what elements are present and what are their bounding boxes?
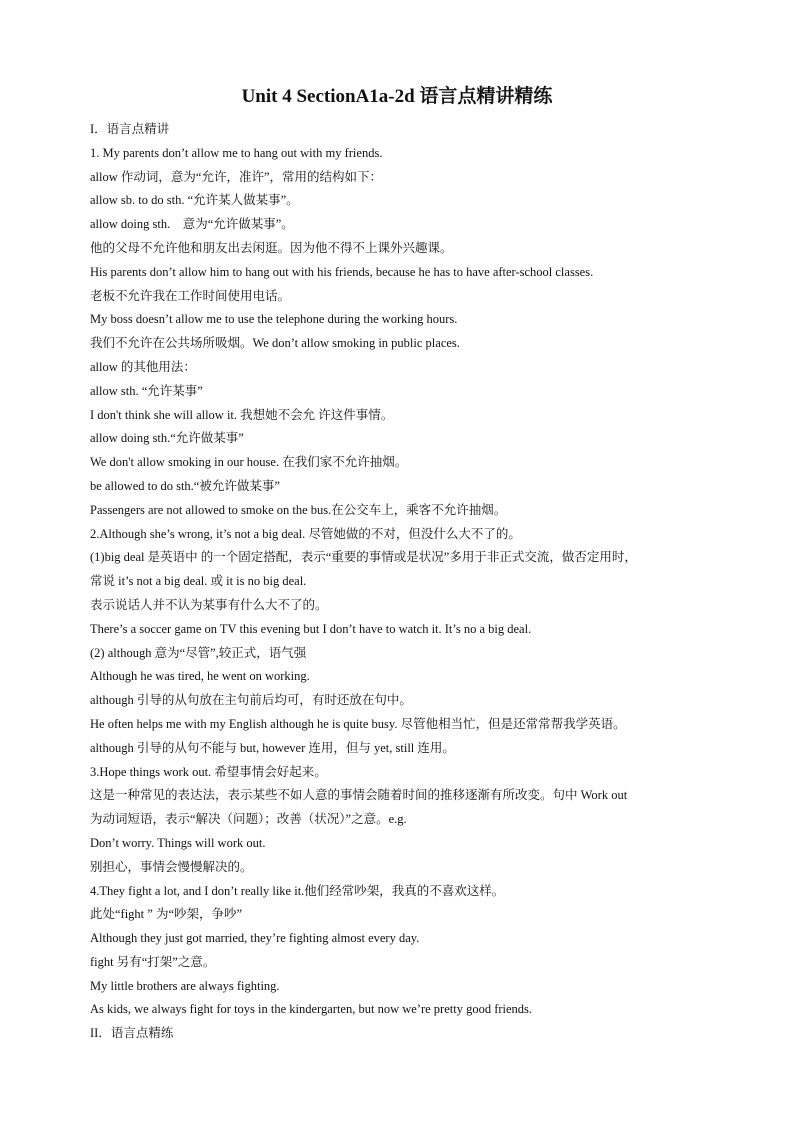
text-line: (1)big deal 是英语中 的一个固定搭配，表示“重要的事情或是状况”多用于非正式交流，做否定用时，	[90, 550, 637, 565]
text-line: 3.Hope things work out. 希望事情会好起来。	[90, 764, 327, 779]
text-line: 表示说话人并不认为某事有什么大不了的。	[90, 597, 328, 612]
text-line: His parents don’t allow him to hang out with his friends, because he has to have after-school classes.	[90, 264, 594, 279]
text-line: As kids, we always fight for toys in the kindergarten, but now we’re pretty good friends.	[90, 1002, 533, 1017]
text-line: allow sth. “允许某事”	[90, 383, 203, 398]
text-line: allow sb. to do sth. “允许某人做某事”。	[90, 193, 299, 208]
text-line: allow 作动词，意为“允许，准许”，常用的结构如下：	[90, 169, 382, 184]
text-line: My little brothers are always fighting.	[90, 978, 280, 993]
text-line: allow doing sth. 意为“允许做某事”。	[90, 217, 294, 232]
text-line: There’s a soccer game on TV this evening but I don’t have to watch it. It’s no a big deal.	[90, 621, 532, 636]
text-line: I．语言点精讲	[90, 122, 170, 136]
text-line: (2) although 意为“尽管”,较正式，语气强	[90, 645, 307, 660]
text-line: 1. My parents don’t allow me to hang out with my friends.	[90, 145, 383, 160]
text-line: 他的父母不允许他和朋友出去闲逛。因为他不得不上课外兴趣课。	[90, 240, 453, 255]
text-line: allow 的其他用法：	[90, 359, 196, 374]
document-body	[90, 118, 708, 1046]
text-line: 我们不允许在公共场所吸烟。We don’t allow smoking in public places.	[90, 336, 460, 351]
text-line: fight 另有“打架”之意。	[90, 954, 216, 969]
text-line: Although they just got married, they’re fighting almost every day.	[90, 931, 420, 946]
text-line: although 引导的从句放在主句前后均可，有时还放在句中。	[90, 693, 412, 708]
text-line: although 引导的从句不能与 but, however 连用，但与 yet, still 连用。	[90, 740, 455, 755]
text-line: 老板不允许我在工作时间使用电话。	[90, 288, 291, 303]
text-line: Passengers are not allowed to smoke on the bus.在公交车上，乘客不允许抽烟。	[90, 502, 507, 517]
text-line: He often helps me with my English although he is quite busy. 尽管他相当忙，但是还常常帮我学英语。	[90, 716, 626, 731]
document-title: Unit 4 SectionA1a-2d 语言点精讲精练	[241, 86, 553, 107]
text-line: 2.Although she’s wrong, it’s not a big deal. 尽管她做的不对，但没什么大不了的。	[90, 526, 521, 541]
text-line: II．语言点精练	[90, 1026, 174, 1041]
text-line: Don’t worry. Things will work out.	[90, 835, 266, 850]
text-line: We don't allow smoking in our house. 在我们家不允许抽烟。	[90, 455, 408, 470]
text-line: allow doing sth.“允许做某事”	[90, 431, 244, 446]
text-line: 此处“fight ” 为“吵架，争吵”	[90, 907, 243, 922]
text-line: 别担心，事情会慢慢解决的。	[90, 859, 253, 874]
text-line: 4.They fight a lot, and I don’t really like it.他们经常吵架，我真的不喜欢这样。	[90, 883, 505, 898]
text-line: 常说 it’s not a big deal. 或 it is no big deal.	[90, 574, 307, 589]
text-line: be allowed to do sth.“被允许做某事”	[90, 478, 280, 493]
text-line: I don't think she will allow it. 我想她不会允 许这件事情。	[90, 407, 394, 422]
text-line: 为动词短语，表示“解决（问题）；改善（状况）”之意。e.g.	[90, 812, 407, 827]
text-line: Although he was tired, he went on working.	[90, 669, 310, 684]
text-line: My boss doesn’t allow me to use the telephone during the working hours.	[90, 312, 458, 327]
text-line: 这是一种常见的表达法，表示某些不如人意的事情会随着时间的推移逐渐有所改变。句中 Work out	[90, 788, 628, 803]
